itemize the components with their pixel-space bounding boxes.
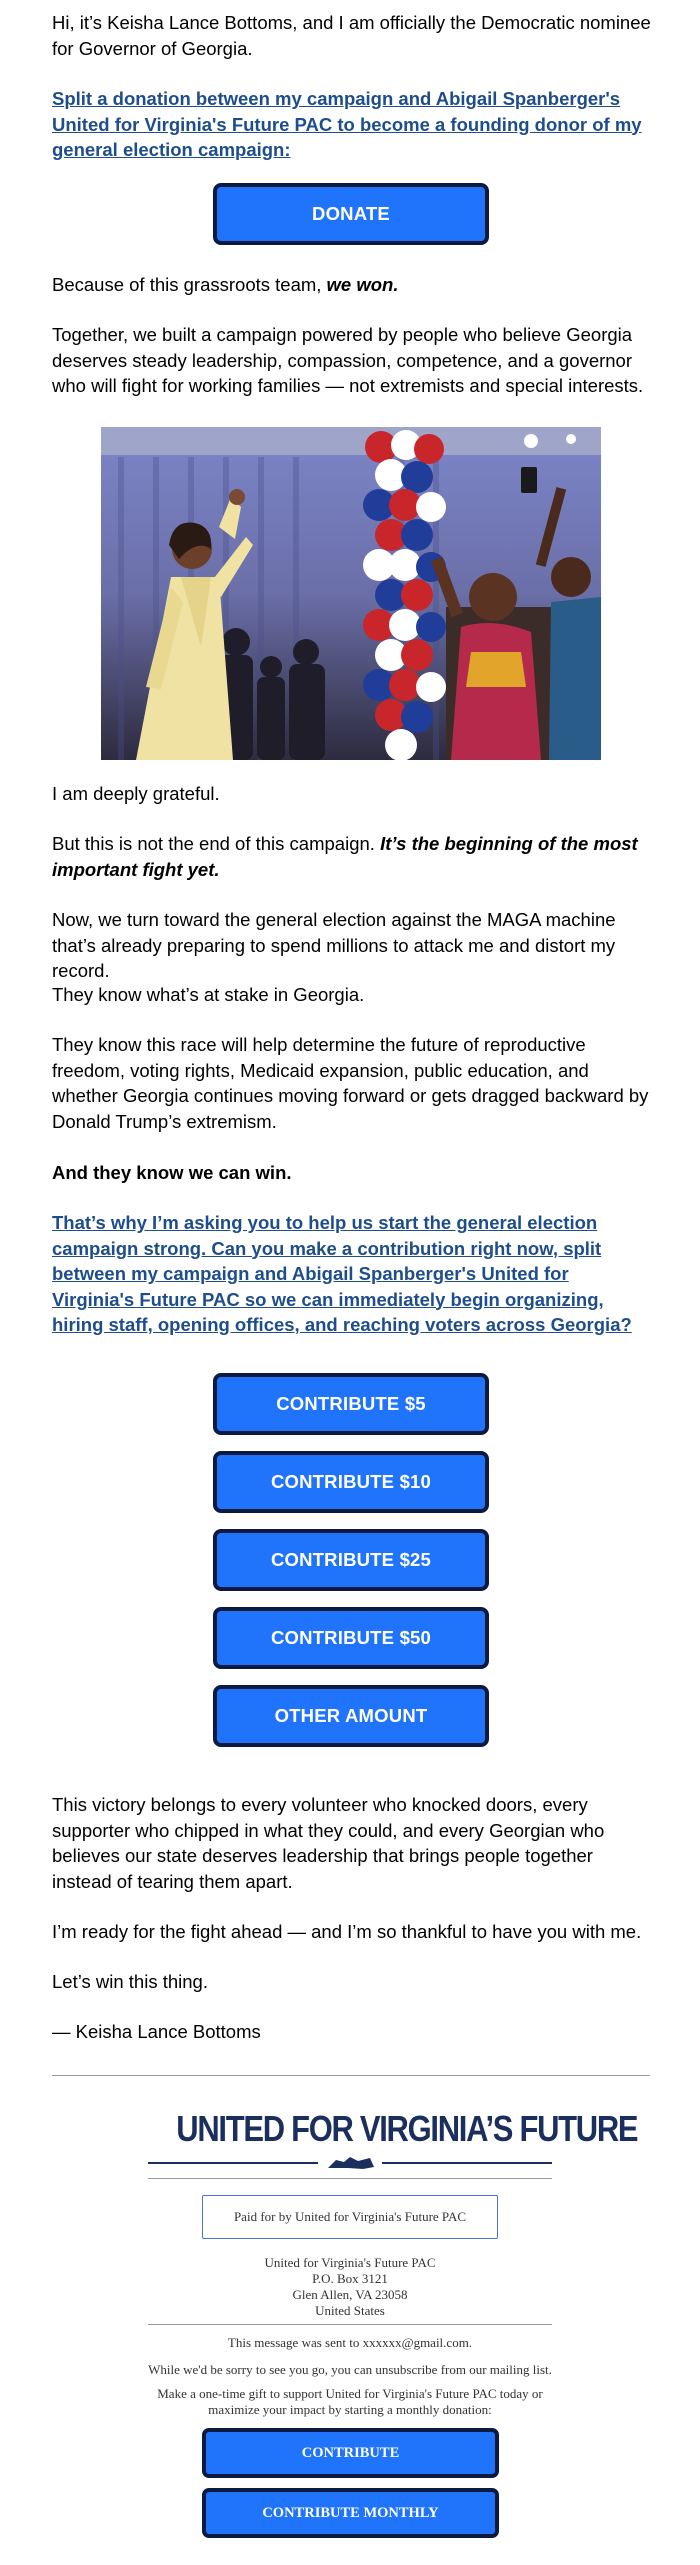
sent-to-text: This message was sent to xxxxxx@gmail.com. [227, 2335, 473, 2350]
contribute-50-button[interactable]: CONTRIBUTE $50 [213, 1607, 489, 1669]
beginning-paragraph: But this is not the end of this campaign. It’s the beginning of the most important fight yet. [52, 833, 638, 880]
campaign-paragraph: Together, we built a campaign powered by people who believe Georgia deserves steady leadership, compassion, competence, and a governor who will fight for working families — not extremists and special interests. [52, 324, 644, 396]
greeting-text: Hi, it’s Keisha Lance Bottoms, and I am officially the Democratic nominee for Governor of Georgia. [52, 12, 651, 59]
victory-paragraph: This victory belongs to every volunteer who knocked doors, every supporter who chipped in what they could, and every Georgian who believes our state deserves leadership that brings people together instead of tearing them apart. [52, 1794, 605, 1892]
address-line: United for Virginia's Future PAC [264, 2255, 436, 2270]
logo-divider [148, 2178, 552, 2179]
stakes-text: They know what’s at stake in Georgia. [52, 984, 365, 1005]
other-amount-button[interactable]: OTHER AMOUNT [213, 1685, 489, 1747]
paid-for-box: Paid for by United for Virginia's Future PAC [202, 2195, 498, 2239]
split-donation-link[interactable]: Split a donation between my campaign and Abigail Spanberger's United for Virginia's Future PAC to become a founding donor of my general election campaign: [52, 88, 642, 160]
grassroots-paragraph: Because of this grassroots team, we won. [52, 274, 399, 295]
contribute-5-button[interactable]: CONTRIBUTE $5 [213, 1373, 489, 1435]
future-paragraph: They know this race will help determine the future of reproductive freedom, voting rights, Medicaid expansion, public education, and whether Georgia continues moving forward or gets dragged backward by Donald Trump’s extremism. [52, 1034, 649, 1132]
victory-celebration-photo [101, 427, 601, 760]
unsubscribe-link[interactable]: While we'd be sorry to see you go, you can unsubscribe from our mailing list. [148, 2362, 552, 2377]
address-divider [148, 2324, 552, 2325]
address-line: Glen Allen, VA 23058 [292, 2287, 408, 2302]
virginia-state-icon [148, 2153, 552, 2173]
can-win-text: And they know we can win. [52, 1162, 292, 1183]
gift-text: Make a one-time gift to support United for Virginia's Future PAC today or maximize your impact by starting a monthly donation: [157, 2386, 543, 2417]
address-line: United States [315, 2303, 385, 2318]
united-for-virginia-logo [148, 2108, 638, 2154]
footer-contribute-button[interactable]: CONTRIBUTE [202, 2428, 499, 2478]
thankful-text: I’m ready for the fight ahead — and I’m so thankful to have you with me. [52, 1921, 642, 1942]
logo-text: UNITED FOR VIRGINIA’S FUTURE [176, 2108, 638, 2149]
address-line: P.O. Box 3121 [312, 2271, 388, 2286]
contribute-monthly-button[interactable]: CONTRIBUTE MONTHLY [202, 2488, 499, 2538]
footer-divider [52, 2075, 650, 2076]
signoff-text: — Keisha Lance Bottoms [52, 2021, 261, 2042]
general-election-paragraph: Now, we turn toward the general election against the MAGA machine that’s already preparing to spend millions to attack me and distort my record. [52, 909, 616, 981]
donate-button[interactable]: DONATE [213, 183, 489, 245]
grateful-text: I am deeply grateful. [52, 783, 220, 804]
contribution-ask-link[interactable]: That’s why I’m asking you to help us start the general election campaign strong. Can you make a contribution right now, split between my campaign and Abigail Spanberger's United for Virginia's Future PAC so we can immediately begin organizing, hiring staff, opening offices, and reaching voters across Georgia? [52, 1212, 632, 1335]
win-text: Let’s win this thing. [52, 1971, 208, 1992]
mailing-address [0, 2255, 700, 2319]
contribute-10-button[interactable]: CONTRIBUTE $10 [213, 1451, 489, 1513]
contribute-25-button[interactable]: CONTRIBUTE $25 [213, 1529, 489, 1591]
